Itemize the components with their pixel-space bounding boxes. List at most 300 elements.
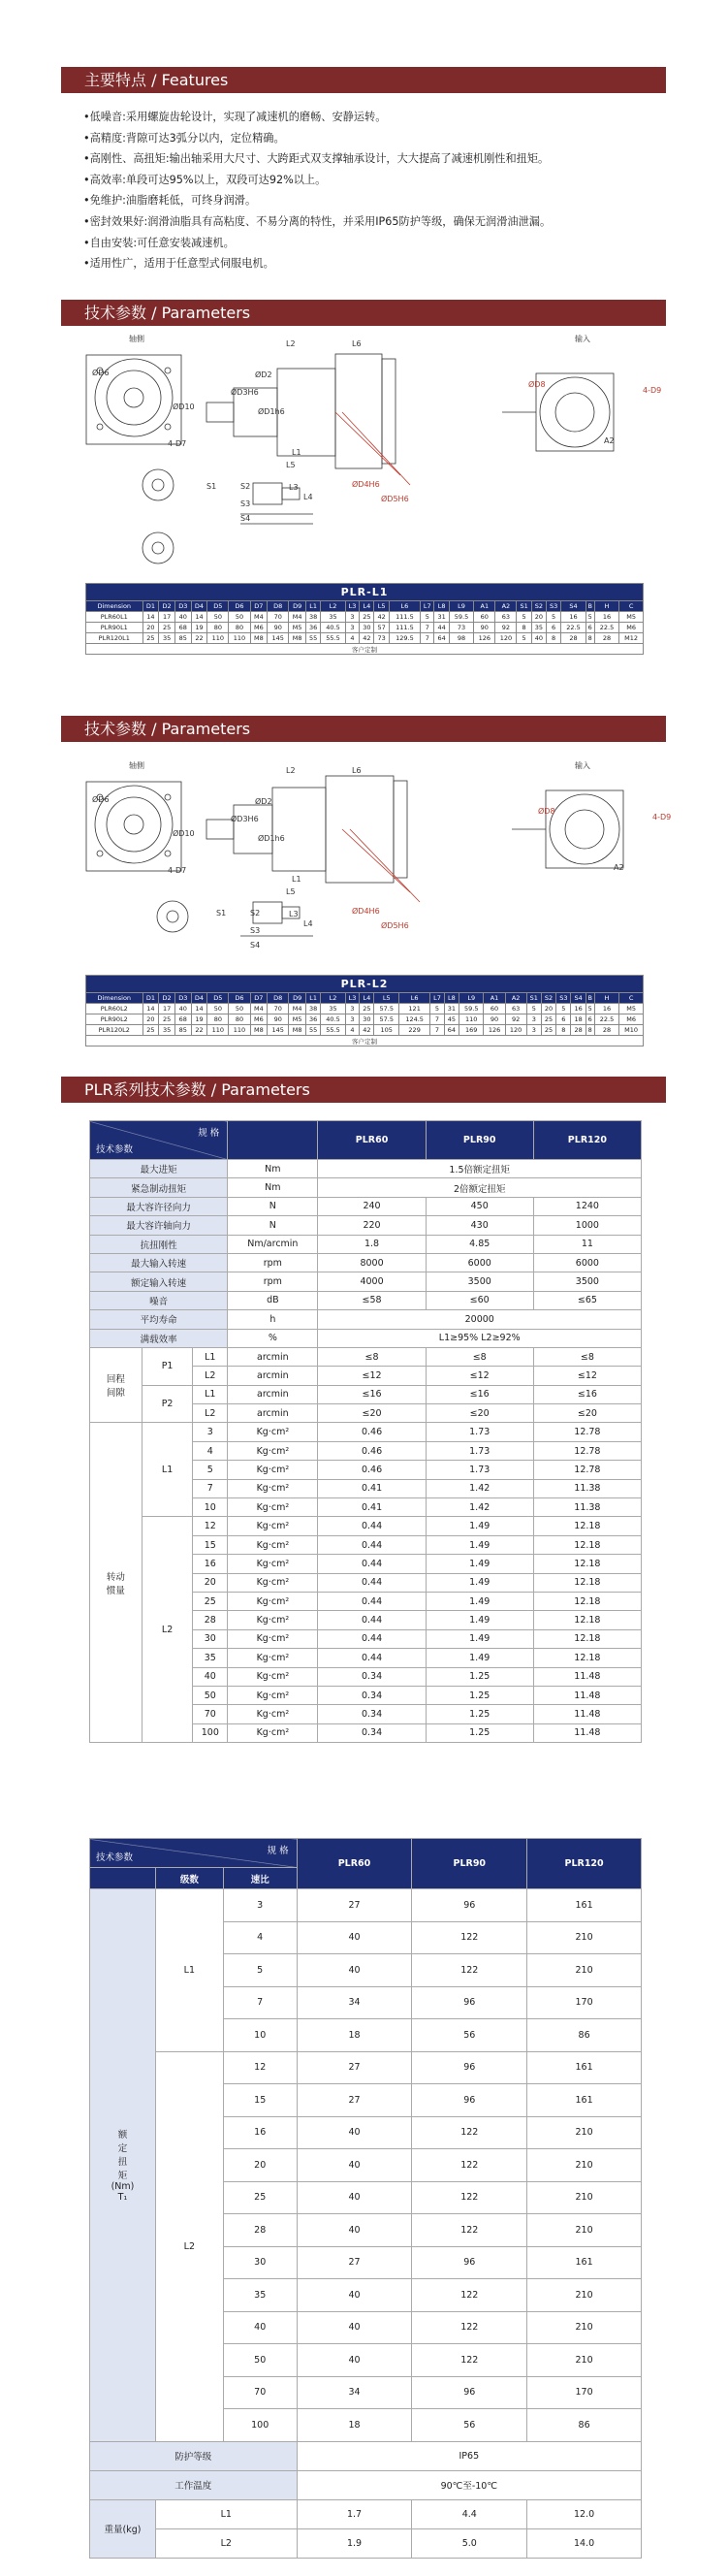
table-cell: M8 — [250, 633, 268, 644]
spec-value: 11.48 — [533, 1705, 641, 1723]
table-cell: 50 — [229, 1004, 250, 1014]
table-cell: 14 — [142, 612, 159, 623]
table-cell: 40.5 — [321, 623, 346, 633]
table-cell: 6 — [586, 623, 594, 633]
spec-value: 27 — [297, 2051, 412, 2084]
spec-row — [90, 1423, 642, 1441]
spec2-corner — [90, 1839, 298, 1868]
spec-value: 27 — [297, 2084, 412, 2117]
spec-value: 86 — [527, 2019, 642, 2052]
spec-value: 122 — [412, 2116, 527, 2149]
spec-row — [90, 1216, 642, 1235]
stage-cell: L2 — [155, 2528, 297, 2558]
corner-top: 规 格 — [267, 1846, 289, 1856]
table-cell: 126 — [484, 1025, 505, 1036]
diagram-label: L2 — [286, 766, 296, 775]
table-cell: 35 — [159, 633, 175, 644]
spec-value: 12.78 — [533, 1441, 641, 1460]
ratio-cell: 35 — [223, 2279, 297, 2312]
table-cell: M8 — [289, 1025, 306, 1036]
column-header: L3 — [345, 993, 359, 1004]
spec-value: 2倍额定扭矩 — [318, 1178, 642, 1197]
spec-unit: Kg·cm² — [228, 1629, 318, 1648]
table-cell: 120 — [495, 633, 517, 644]
ratio-cell: 7 — [193, 1479, 228, 1497]
table-cell: 64 — [434, 633, 449, 644]
ratio-cell: 70 — [223, 2376, 297, 2409]
spec-value: 40 — [297, 2279, 412, 2312]
table-cell: 40 — [531, 633, 546, 644]
spec-value: 96 — [412, 1889, 527, 1922]
stage-cell: L2 — [193, 1404, 228, 1423]
table-cell: 92 — [495, 623, 517, 633]
table-cell: 17 — [159, 612, 175, 623]
spec-value: 210 — [527, 2214, 642, 2247]
column-header: D5 — [207, 993, 229, 1004]
column-header: L6 — [389, 601, 420, 612]
ratio-cell: 15 — [223, 2084, 297, 2117]
table-cell: 57.5 — [374, 1014, 399, 1025]
spec-value: 40 — [297, 2214, 412, 2247]
table-cell: 42 — [374, 612, 389, 623]
column-header: S2 — [531, 601, 546, 612]
diagram-label: L3 — [289, 483, 299, 492]
spec-value: 1.42 — [426, 1479, 533, 1497]
table-cell: 44 — [434, 623, 449, 633]
spec-unit: N — [228, 1216, 318, 1235]
diagram-label: ØD1h6 — [258, 407, 285, 416]
spec-value: 56 — [412, 2409, 527, 2442]
spec-value: ≤20 — [318, 1404, 426, 1423]
table-cell: 5 — [586, 612, 594, 623]
spec-value: 12.18 — [533, 1649, 641, 1667]
table-cell: 38 — [306, 612, 321, 623]
spec-value: 210 — [527, 2116, 642, 2149]
diagram-label: L2 — [286, 339, 296, 348]
spec-value: 96 — [412, 2084, 527, 2117]
table-cell: 16 — [594, 1004, 619, 1014]
spec-value: 40 — [297, 1921, 412, 1954]
spec-value: 210 — [527, 2149, 642, 2182]
diagram-label: 输入 — [575, 335, 590, 343]
table-cell: 90 — [484, 1014, 505, 1025]
table-cell: 110 — [229, 633, 250, 644]
diagram-label: ØD5H6 — [381, 921, 409, 930]
spec-value: ≤20 — [426, 1404, 533, 1423]
table-cell: 57.5 — [374, 1004, 399, 1014]
table-cell: PLR120L2 — [86, 1025, 143, 1036]
column-header: L2 — [321, 601, 346, 612]
spec-value: 96 — [412, 1986, 527, 2019]
temp-value: 90℃至-10℃ — [297, 2470, 641, 2499]
table-cell: 45 — [444, 1014, 459, 1025]
spec-value: L1≥95% L2≥92% — [318, 1329, 642, 1347]
column-header: L9 — [449, 601, 474, 612]
table-cell: PLR120L1 — [86, 633, 143, 644]
ratio-cell: 4 — [223, 1921, 297, 1954]
torque-label-part: (Nm) — [111, 2181, 135, 2193]
ratio-cell: 100 — [223, 2409, 297, 2442]
spec-header: PLR系列技术参数 / Parameters — [61, 1077, 666, 1103]
diagram-label: 4-D7 — [168, 866, 187, 875]
diagram-label: 4-D9 — [652, 813, 672, 821]
spec-value: 40 — [297, 2181, 412, 2214]
table-cell: M4 — [289, 1004, 306, 1014]
column-header: L5 — [374, 993, 399, 1004]
spec-value: 122 — [412, 2214, 527, 2247]
table-cell: 121 — [398, 1004, 429, 1014]
table-cell: 7 — [421, 633, 434, 644]
spec-corner — [90, 1121, 228, 1160]
diagram-label: 4-D7 — [168, 439, 187, 448]
spec-row — [90, 1329, 642, 1347]
column-header: A1 — [484, 993, 505, 1004]
column-header: S4 — [561, 601, 586, 612]
spec-unit: Kg·cm² — [228, 1611, 318, 1629]
column-header: L9 — [459, 993, 484, 1004]
table-cell: 8 — [586, 633, 594, 644]
diagram-label: L6 — [352, 339, 362, 348]
spec-value: 1.49 — [426, 1611, 533, 1629]
table-cell: M4 — [250, 1004, 268, 1014]
table-cell: 5 — [556, 1004, 571, 1014]
protection-row — [90, 2441, 642, 2470]
table-cell: 5 — [586, 1004, 594, 1014]
spec-unit: Nm/arcmin — [228, 1235, 318, 1253]
table-cell: 80 — [229, 623, 250, 633]
spec-value: 1.73 — [426, 1423, 533, 1441]
stage-cell: L2 — [155, 2051, 223, 2441]
column-header: A2 — [505, 993, 526, 1004]
table-cell: 5 — [517, 612, 531, 623]
table-cell: M5 — [619, 1004, 644, 1014]
ratio-cell: 3 — [223, 1889, 297, 1922]
column-header: L8 — [434, 601, 449, 612]
table-cell: 40 — [174, 1004, 191, 1014]
table-cell: 28 — [594, 633, 619, 644]
torque-label-part: 扭 — [117, 2157, 128, 2169]
table-row — [86, 1004, 644, 1014]
stage-cell: L2 — [193, 1367, 228, 1385]
spec-unit: Nm — [228, 1160, 318, 1178]
spec-value: 450 — [426, 1197, 533, 1215]
table-cell: 22.5 — [594, 1014, 619, 1025]
stage-cell: L1 — [142, 1423, 193, 1517]
spec-value: ≤8 — [533, 1347, 641, 1366]
table-cell: M4 — [289, 612, 306, 623]
column-header: S4 — [571, 993, 586, 1004]
table-cell: 63 — [495, 612, 517, 623]
column-header: D9 — [289, 993, 306, 1004]
spec-value: 0.34 — [318, 1723, 426, 1742]
table-cell: 85 — [174, 1025, 191, 1036]
table-cell: 30 — [360, 623, 374, 633]
table-cell: 73 — [449, 623, 474, 633]
spec-row — [90, 1291, 642, 1309]
table-cell: 70 — [268, 612, 289, 623]
column-header: D3 — [174, 601, 191, 612]
spec-value: 210 — [527, 2311, 642, 2344]
stage-col-header: 级数 — [155, 1868, 223, 1889]
spec-value: 0.41 — [318, 1498, 426, 1517]
table-cell: 16 — [594, 612, 619, 623]
spec-value: 1000 — [533, 1216, 641, 1235]
table-cell: 40.5 — [321, 1014, 346, 1025]
protection-label: 防护等级 — [90, 2441, 298, 2470]
spec-table-1 — [89, 1120, 642, 1743]
spec-value: 0.46 — [318, 1461, 426, 1479]
spec-unit: Kg·cm² — [228, 1498, 318, 1517]
spec-value: 12.18 — [533, 1611, 641, 1629]
spec-value: 161 — [527, 2084, 642, 2117]
spec-value: 161 — [527, 1889, 642, 1922]
table-cell: 57 — [374, 623, 389, 633]
column-header: L1 — [306, 993, 321, 1004]
spec-label: 平均寿命 — [90, 1310, 228, 1329]
spec-value: 4000 — [318, 1272, 426, 1291]
feature-item: •免维护:油脂磨耗低，可终身润滑。 — [83, 194, 257, 208]
backlash-label — [90, 1347, 142, 1423]
spec-value: 1.49 — [426, 1629, 533, 1648]
diagram-label: S1 — [206, 482, 217, 491]
column-header: C — [619, 601, 644, 612]
column-header: C — [619, 993, 644, 1004]
spec-label: 噪音 — [90, 1291, 228, 1309]
spec-value: 1.49 — [426, 1535, 533, 1554]
table-cell: M5 — [619, 612, 644, 623]
torque-label — [90, 1889, 156, 2442]
ratio-cell: 5 — [193, 1461, 228, 1479]
column-header: D9 — [289, 601, 306, 612]
spec-value: 1.25 — [426, 1723, 533, 1742]
table-cell: 80 — [207, 623, 229, 633]
table-cell: 28 — [571, 1025, 586, 1036]
spec-value: ≤65 — [533, 1291, 641, 1309]
spec-label: 满载效率 — [90, 1329, 228, 1347]
spec-row — [90, 1347, 642, 1366]
spec-value: 1.9 — [297, 2528, 412, 2558]
spec-value: 1.25 — [426, 1705, 533, 1723]
table-cell: 3 — [345, 623, 359, 633]
spec-value: 210 — [527, 1954, 642, 1987]
spec-value: 0.44 — [318, 1649, 426, 1667]
spec-table-2 — [89, 1838, 642, 2559]
params1-header: 技术参数 / Parameters — [61, 300, 666, 326]
spec-value: ≤20 — [533, 1404, 641, 1423]
spec-value: 40 — [297, 2344, 412, 2377]
table-cell: 4 — [345, 1025, 359, 1036]
spec-value: 96 — [412, 2376, 527, 2409]
table-cell: M6 — [619, 1014, 644, 1025]
table-cell: PLR90L2 — [86, 1014, 143, 1025]
spec-value: 56 — [412, 2019, 527, 2052]
spec-value: 11.48 — [533, 1667, 641, 1686]
spec-row — [90, 1235, 642, 1253]
table-cell: 169 — [459, 1025, 484, 1036]
diagram-label: L1 — [292, 875, 301, 884]
diagram-label: 轴側 — [129, 335, 144, 343]
spec-value: 0.44 — [318, 1555, 426, 1573]
table-cell: 5 — [526, 1004, 541, 1014]
table-cell: 105 — [374, 1025, 399, 1036]
column-header: D4 — [191, 601, 207, 612]
table-cell: 35 — [531, 623, 546, 633]
spec-row — [90, 1178, 642, 1197]
ratio-cell: 50 — [193, 1686, 228, 1704]
table-cell: 14 — [191, 1004, 207, 1014]
spec-unit: Kg·cm² — [228, 1573, 318, 1592]
table-cell: 20 — [142, 623, 159, 633]
stage-cell: L1 — [155, 1889, 223, 2052]
spec-unit: Kg·cm² — [228, 1723, 318, 1742]
weight-label: 重量(kg) — [90, 2499, 156, 2558]
column-header: S2 — [541, 993, 555, 1004]
diagram-label: S4 — [250, 941, 261, 950]
spec-value: 12.0 — [527, 2499, 642, 2528]
ratio-cell: 30 — [223, 2246, 297, 2279]
spec-value: 122 — [412, 2344, 527, 2377]
feature-item: •高精度:背隙可达3弧分以内，定位精确。 — [83, 131, 285, 145]
model-header: PLR60 — [297, 1839, 412, 1889]
table-cell: M5 — [289, 623, 306, 633]
spec-value: 5.0 — [412, 2528, 527, 2558]
spec-value: 0.46 — [318, 1441, 426, 1460]
spec-unit: N — [228, 1197, 318, 1215]
spec-value: 1.49 — [426, 1555, 533, 1573]
table-cell: 110 — [459, 1014, 484, 1025]
column-header: D2 — [159, 601, 175, 612]
table-cell: 25 — [159, 623, 175, 633]
spec-value: 40 — [297, 2311, 412, 2344]
spec-value: 1.8 — [318, 1235, 426, 1253]
ratio-cell: 40 — [193, 1667, 228, 1686]
table-cell: 36 — [306, 623, 321, 633]
table-row — [86, 612, 644, 623]
spec-value: 1.49 — [426, 1649, 533, 1667]
spec-value: 240 — [318, 1197, 426, 1215]
table-cell: 30 — [360, 1014, 374, 1025]
column-header: B — [586, 601, 594, 612]
table-row — [86, 1025, 644, 1036]
column-header: S3 — [556, 993, 571, 1004]
ratio-cell: 25 — [193, 1592, 228, 1610]
column-header: L2 — [321, 993, 346, 1004]
diagram-label: S3 — [250, 926, 261, 935]
column-header: B — [586, 993, 594, 1004]
table-cell: 14 — [142, 1004, 159, 1014]
inertia-label-2: 惯量 — [106, 1585, 125, 1596]
column-header: A1 — [474, 601, 495, 612]
table-cell: 35 — [321, 1004, 346, 1014]
table-cell: M8 — [250, 1025, 268, 1036]
ratio-cell: 4 — [193, 1441, 228, 1460]
diagram-label: ØD2 — [255, 797, 272, 806]
spec-unit: Kg·cm² — [228, 1479, 318, 1497]
spec-unit: Kg·cm² — [228, 1423, 318, 1441]
table-cell: 3 — [345, 612, 359, 623]
column-header: Dimension — [86, 993, 143, 1004]
spec-unit: % — [228, 1329, 318, 1347]
feature-item: •高刚性、高扭矩:输出轴采用大尺寸、大跨距式双支撑轴承设计，大大提高了减速机刚性和扭矩。 — [83, 152, 550, 166]
table-cell: 22.5 — [594, 623, 619, 633]
spec-unit: Kg·cm² — [228, 1517, 318, 1535]
diagram-label: A2 — [604, 436, 615, 445]
table-note: 客户定制 — [86, 644, 644, 655]
spec-row — [90, 1310, 642, 1329]
spec-value: 6000 — [426, 1253, 533, 1272]
spec-value: 40 — [297, 1954, 412, 1987]
spec-label: 额定输入转速 — [90, 1272, 228, 1291]
corner-bottom: 技术参数 — [96, 1144, 134, 1155]
spec-value: 122 — [412, 2279, 527, 2312]
spec-label: 抗扭刚性 — [90, 1235, 228, 1253]
table-title: PLR-L2 — [86, 976, 644, 993]
table-cell: 59.5 — [449, 612, 474, 623]
table-cell: 8 — [556, 1025, 571, 1036]
table-cell: 3 — [345, 1014, 359, 1025]
spec-value: 14.0 — [527, 2528, 642, 2558]
diagram-label: L4 — [303, 493, 313, 501]
table-cell: 7 — [421, 623, 434, 633]
ratio-cell: 40 — [223, 2311, 297, 2344]
ratio-cell: 12 — [223, 2051, 297, 2084]
table-cell: 64 — [444, 1025, 459, 1036]
spec-value: 1.49 — [426, 1517, 533, 1535]
column-header: L7 — [430, 993, 444, 1004]
diagram-label: L6 — [352, 766, 362, 775]
table-cell: 110 — [207, 1025, 229, 1036]
column-header: L7 — [421, 601, 434, 612]
table-cell: 98 — [449, 633, 474, 644]
spec-unit: Kg·cm² — [228, 1535, 318, 1554]
table-cell: 145 — [268, 1025, 289, 1036]
spec-row — [90, 2051, 642, 2084]
spec-value: 3500 — [426, 1272, 533, 1291]
spec-value: ≤12 — [318, 1367, 426, 1385]
table-cell: 8 — [517, 623, 531, 633]
table-cell: 120 — [505, 1025, 526, 1036]
spec-value: ≤16 — [318, 1385, 426, 1403]
table-cell: 3 — [345, 1004, 359, 1014]
table-cell: M6 — [250, 1014, 268, 1025]
spec-unit: arcmin — [228, 1404, 318, 1423]
spec-value: 1.25 — [426, 1667, 533, 1686]
ratio-cell: 28 — [193, 1611, 228, 1629]
torque-label-part: T₁ — [117, 2192, 128, 2204]
table-cell: 145 — [268, 633, 289, 644]
column-header: D7 — [250, 601, 268, 612]
spec-value: 0.34 — [318, 1667, 426, 1686]
table-cell: 8 — [546, 633, 560, 644]
spec-value: ≤12 — [426, 1367, 533, 1385]
spec-value: 4.4 — [412, 2499, 527, 2528]
ratio-cell: 15 — [193, 1535, 228, 1554]
table-cell: M4 — [250, 612, 268, 623]
table-cell: 60 — [474, 612, 495, 623]
table-cell: 55.5 — [321, 1025, 346, 1036]
diagram-label: L5 — [286, 887, 296, 896]
spec-label: 紧急制动扭矩 — [90, 1178, 228, 1197]
spec-value: 11.48 — [533, 1723, 641, 1742]
spec-value: 122 — [412, 1921, 527, 1954]
table-cell: 70 — [268, 1004, 289, 1014]
spec-unit: rpm — [228, 1272, 318, 1291]
table-cell: 6 — [586, 1014, 594, 1025]
table-cell: 20 — [541, 1004, 555, 1014]
table-cell: 5 — [546, 612, 560, 623]
table-cell: 85 — [174, 633, 191, 644]
spec-value: 27 — [297, 2246, 412, 2279]
